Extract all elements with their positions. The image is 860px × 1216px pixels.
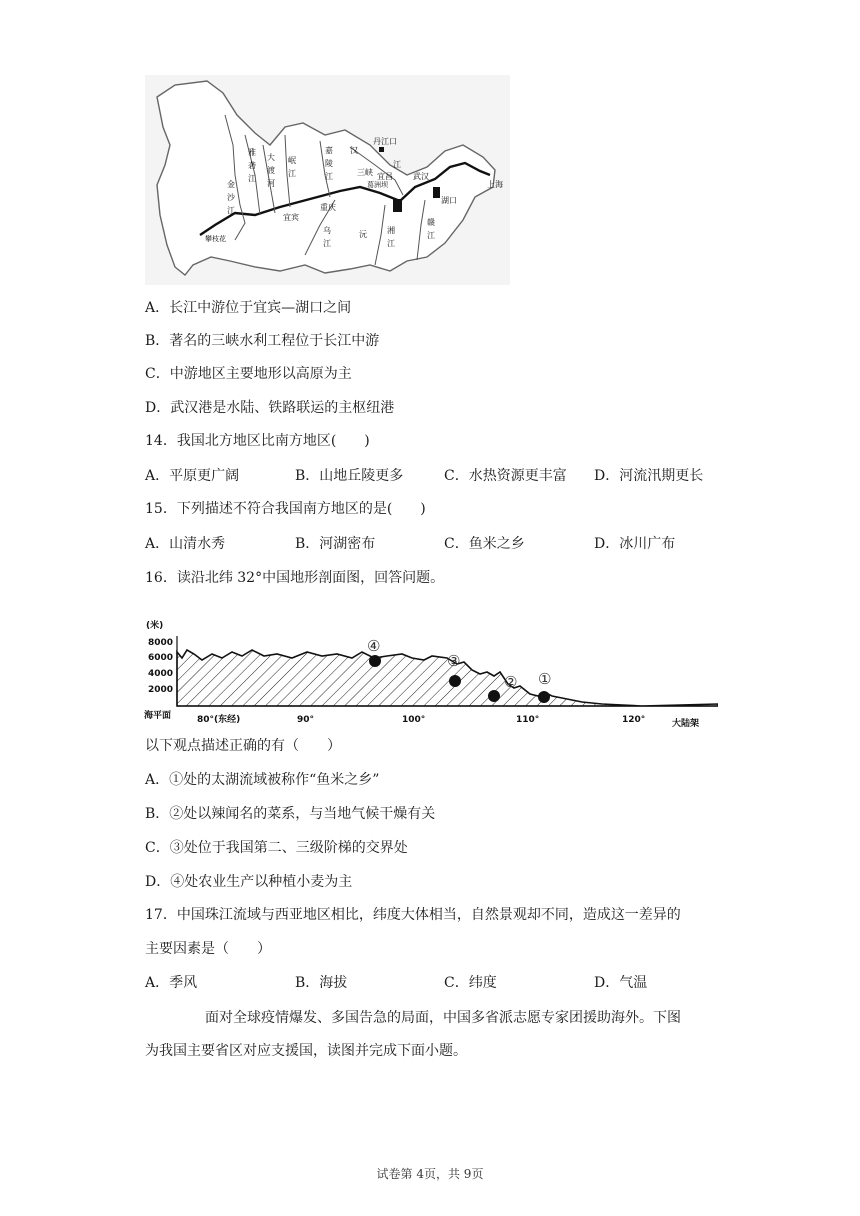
label-chongqing: 重庆 (320, 203, 336, 212)
profile-x-80: 80°(东经) (197, 715, 241, 725)
label-gan: 赣 (427, 218, 435, 227)
passage-line1: 面对全球疫情爆发、多国告急的局面，中国多省派志愿专家团援助海外。下图 (205, 1010, 681, 1026)
q16-stem: 16．读沿北纬 32°中国地形剖面图，回答问题。 (145, 570, 445, 586)
profile-x-100: 100° (402, 715, 426, 725)
q15-stem: 15．下列描述不符合我国南方地区的是( ) (145, 501, 426, 517)
label-hukou: 湖口 (441, 196, 457, 205)
label-danjiangkou: 丹江口 (373, 137, 397, 146)
label-wuhan: 武汉 (413, 172, 429, 181)
label-xiang: 湘 (387, 226, 395, 235)
label-yalong: 雅 (248, 148, 256, 157)
q15-option-d: D．冰川广布 (594, 536, 676, 552)
profile-x-110: 110° (516, 715, 540, 725)
label-min: 岷 (288, 156, 296, 165)
label-jialing: 嘉 (325, 146, 333, 155)
profile-label-2: ② (504, 673, 518, 691)
q14-option-b: B．山地丘陵更多 (295, 468, 404, 484)
q17-option-d: D．气温 (594, 975, 648, 991)
page-footer: 试卷第 4页，共 9页 (376, 1167, 484, 1181)
q17-option-a: A．季风 (145, 975, 198, 991)
label-shanghai: 上海 (487, 180, 503, 189)
label-yalong-2: 砻 (248, 161, 256, 170)
danjiangkou-marker (379, 147, 384, 152)
profile-x-120: 120° (622, 715, 646, 725)
label-wu-2: 江 (323, 239, 331, 248)
q15-option-c: C．鱼米之乡 (444, 536, 525, 552)
profile-label-4: ④ (367, 637, 381, 655)
q13-option-a: A．长江中游位于宜宾—湖口之间 (145, 300, 352, 316)
q15-option-b: B．河湖密布 (295, 536, 376, 552)
label-gan-2: 江 (427, 231, 435, 240)
label-gezhouba: 葛洲坝 (367, 181, 388, 189)
passage-line2: 为我国主要省区对应支援国，读图并完成下面小题。 (145, 1043, 467, 1059)
q13-option-c: C．中游地区主要地形以高原为主 (145, 366, 352, 382)
profile-y-8000: 8000 (148, 638, 174, 648)
label-yibin: 宜宾 (283, 213, 299, 222)
label-sanxia: 三峡 (357, 168, 373, 177)
label-jiang: 江 (393, 160, 401, 169)
q17-option-c: C．纬度 (444, 975, 497, 991)
q17-stem-line2: 主要因素是（ ） (145, 941, 271, 957)
profile-y-2000: 2000 (148, 685, 174, 695)
profile-marker-3 (449, 675, 461, 687)
profile-label-3: ③ (447, 652, 461, 670)
q16-option-c: C．③处位于我国第二、三级阶梯的交界处 (145, 840, 408, 856)
q13-option-d: D．武汉港是水陆、铁路联运的主枢纽港 (145, 400, 395, 416)
profile-y-6000: 6000 (148, 653, 174, 663)
poyang-lake (433, 187, 440, 198)
label-jinsha-3: 江 (227, 206, 235, 215)
q16-option-d: D．④处农业生产以种植小麦为主 (145, 874, 353, 890)
label-jialing-2: 陵 (325, 159, 333, 168)
label-yichang: 宜昌 (377, 172, 393, 181)
terrain-profile-32n (142, 614, 718, 734)
label-min-2: 江 (288, 169, 296, 178)
label-wu: 乌 (323, 226, 331, 235)
profile-marker-1 (538, 691, 550, 703)
label-dadu-3: 河 (267, 179, 275, 188)
q14-option-a: A．平原更广阔 (145, 468, 240, 484)
q15-option-a: A．山清水秀 (145, 536, 226, 552)
label-jialing-3: 江 (325, 172, 333, 181)
yangtze-river-basin-map (145, 75, 510, 285)
profile-y-4000: 4000 (148, 669, 174, 679)
label-dadu-2: 渡 (267, 166, 275, 175)
q17-stem-line1: 17．中国珠江流域与西亚地区相比，纬度大体相当，自然景观却不同，造成这一差异的 (145, 907, 681, 923)
q16-prompt: 以下观点描述正确的有（ ） (145, 738, 341, 754)
profile-marker-4 (369, 655, 381, 667)
label-yalong-3: 江 (248, 174, 256, 183)
label-panzhihua: 攀枝花 (205, 235, 226, 243)
profile-shelf: 大陆架 (672, 719, 700, 729)
label-xiang-2: 江 (387, 239, 395, 248)
label-jinsha: 金 (227, 180, 235, 189)
dongting-lake (393, 199, 402, 212)
profile-x-90: 90° (297, 715, 315, 725)
q13-option-b: B．著名的三峡水利工程位于长江中游 (145, 333, 380, 349)
q14-option-c: C．水热资源更丰富 (444, 468, 567, 484)
q14-option-d: D．河流汛期更长 (594, 468, 704, 484)
profile-y-unit: (米) (146, 621, 164, 631)
label-dadu: 大 (267, 153, 275, 162)
q16-option-a: A．①处的太湖流域被称作“鱼米之乡” (145, 772, 380, 788)
q17-option-b: B．海拔 (295, 975, 348, 991)
profile-marker-2 (488, 690, 500, 702)
q16-option-b: B．②处以辣闻名的菜系，与当地气候干燥有关 (145, 806, 436, 822)
profile-label-1: ① (538, 670, 552, 688)
q14-stem: 14．我国北方地区比南方地区( ) (145, 433, 370, 449)
profile-sea-level: 海平面 (144, 711, 172, 721)
label-yuan: 沅 (359, 230, 367, 239)
label-jinsha-2: 沙 (227, 193, 235, 202)
label-han: 汉 (350, 146, 358, 155)
